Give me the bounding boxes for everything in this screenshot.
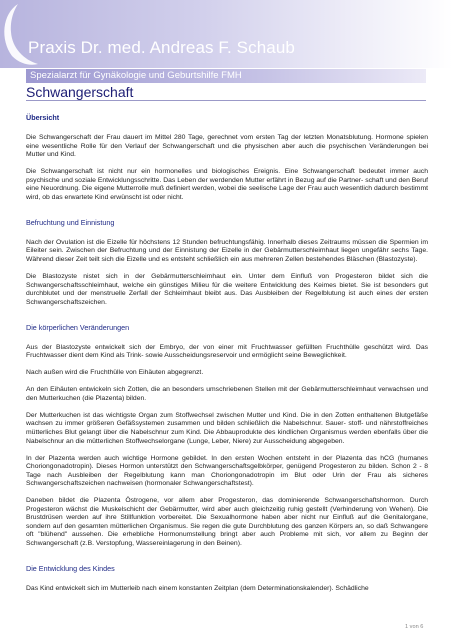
text-line: liegen ungefähr sechs Tage. Während dieser Zeit teilt sich die Eizelle und es entsteht schließlich ein aus mehreren — [26, 247, 428, 263]
text-line: auch psychische und soziale Entwicklungsschritte. Das Leben der werdenden Mutter erfährt in Bezug auf die Partner- — [26, 168, 428, 184]
paragraph — [26, 168, 428, 202]
text-line: (humanes Choriongonadotropin). Dieses Hormon unterstützt den Schwangerschaftsgelbkörper, genügend Progesteron — [26, 454, 428, 471]
text-line: Das Fruchtwasser dient dem Kind als Trink- sowie Ausscheidungsreservoir und ermöglicht seine Beweglichkeit. — [26, 343, 429, 360]
text-line: Die Schwangerschaft der Frau dauert im Mittel 280 Tage, gerechnet vom ersten Tag der letzten Monatsblutung. — [26, 134, 373, 141]
paragraph — [26, 386, 428, 403]
paragraph — [26, 497, 428, 548]
section-heading-veraenderungen: Die körperlichen Veränderungen — [26, 322, 130, 332]
text-line: stoff- und nährstoffreiches mütterliches Blut gelangt über die Nabelschnur zum Kind. Die Abbauprodukte des kindlichen — [26, 420, 428, 436]
text-line: Durch Progesteron wächst die Muskelschicht der Gebärmutter, wird aber auch gleichzeitig ruhig gestellt (Verhinderung — [26, 497, 429, 513]
text-line: besonders gut durchblutet und der menstruelle Zerfall der Schleimhaut bleibt aus. Das Ausbleiben der Regelblutung ist — [26, 281, 428, 298]
text-line: Die Schwangerschaft ist nicht nur ein hormonelles und biologisches Ereignis. Eine Schwangerschaft bedeutet immer — [26, 168, 409, 176]
text-line: Der Mutterkuchen ist das wichtigste Organ zum Stoffwechsel zwischen Mutter und Kind. Die in den Zotten enthaltenen — [26, 411, 393, 419]
text-line: verwachsen und den Mutterkuchen (die Plazenta) bilden. — [26, 386, 428, 402]
text-line: An den Eihäuten entwickeln sich Zotten, die an besonders umschriebenen Stellen mit der Gebärmutterschleimhaut — [26, 386, 376, 394]
section-heading-entwicklung: Die Entwicklung des Kindes — [26, 564, 115, 574]
page-header — [0, 0, 453, 100]
text-line: schaft und den Beruf eine Neuordnung. Die eigene Mutterrolle muß definiert werden, wobei die seelische Lage der Frau — [26, 176, 429, 193]
text-line: die Spermien im Eileiter sein. Zwischen der Befruchtung und der Einnistung der Eizelle in der Gebärmutterschleimhaut — [26, 238, 429, 255]
text-line: Das Kind entwickelt sich im Mutterleib nach einem konstanten Zeitplan (dem Determinationskalender). Schädliche — [26, 585, 369, 593]
text-line: Organismus werden ebenfalls über die Nabelschnur an die mütterlichen Stoffwechselorgane (Lunge, Leber, Niere) zur — [26, 428, 428, 445]
text-line: auch eines der ersten Schwangerschaftszeichen. — [26, 290, 428, 306]
text-line: Die Blastozyste nistet sich in der Gebärmutterschleimhaut ein. Unter dem Einfluß von Progesteron bildet sich die — [26, 272, 428, 280]
paragraph — [26, 412, 428, 446]
text-line: zu bilden. Schon 2 - 8 Tage nach Ausbleiben der Regelblutung kann man Choriongonadotropin im Blut oder Urin der — [26, 463, 429, 479]
paragraph — [26, 239, 428, 265]
text-line: auf die Genitalorgane, sondern auf den gesamten mütterlichen Organismus. Sie regen die gute Durchblutung des — [26, 514, 429, 530]
text-line: Frau als sicheres Schwangerschaftszeichen nachweisen (hormonaler Schwangerschaftstest). — [26, 471, 429, 488]
text-line: Nach der Ovulation ist die Eizelle für höchstens 12 Stunden befruchtungsfähig. Innerhalb dieses Zeitraums müssen — [26, 238, 377, 246]
section-heading-befruchtung: Befruchtung und Einnistung — [26, 217, 115, 227]
text-line: Daneben bildet die Plazenta Östrogene, vor allem aber Progesteron, das dominierende Schwangerschaftshormon. — [26, 497, 405, 505]
text-line: Nach außen wird die Fruchthülle von Eihäuten abgegrenzt. — [26, 369, 204, 377]
practice-title: Praxis Dr. med. Andreas F. Schaub — [28, 38, 295, 57]
text-line: psychischen Veränderungen bei Mutter und Kind. — [26, 142, 428, 159]
text-line: Probleme mit sich, vor allem zu Beginn der Schwangerschaft (z.B. Verstopfung, Wassereinlagerung in den Beinen). — [26, 531, 428, 547]
section-heading-uebersicht: Übersicht — [26, 113, 60, 122]
paragraph — [26, 344, 428, 361]
text-line: Zellen bestehendes Bläschen (Blastozyste). — [285, 255, 418, 263]
paragraph — [26, 369, 428, 378]
text-line: Schwangerschaftsschleimhaut, welche ein günstiges Milieu für die weitere Entwicklung des Keimes bietet. Sie ist — [26, 281, 381, 289]
paragraph — [26, 455, 428, 489]
page-title: Schwangerschaft — [26, 84, 134, 100]
text-line: Ausscheidung abgegeben. — [263, 437, 345, 445]
document-body — [26, 102, 428, 594]
text-line: Blutgefäße wachsen zu immer größeren Gefäßsystemen zusammen und bilden schließlich die Nabelschnur. Sauer- — [26, 411, 429, 428]
text-line: ganzen Körpers an, so daß Schwangere oft "blühend" aussehen. Die erhebliche Hormonumstellung bringt aber auch — [26, 522, 428, 539]
paragraph — [26, 134, 428, 160]
paragraph — [26, 273, 428, 307]
text-line: Hormone spielen eine wesentliche Rolle für den Verlauf der Schwangerschaft und die physischen aber auch die — [26, 134, 428, 150]
text-line: In der Plazenta werden auch wichtige Hormone gebildet. In den ersten Wochen entsteht in der Plazenta das hCG — [26, 454, 395, 462]
title-divider — [26, 100, 426, 101]
text-line: auch wesentlich dadurch bestimmt wird, ob das erwartete Kind erwünscht ist oder nicht. — [26, 185, 428, 201]
paragraph — [26, 585, 428, 594]
page-number: 1 von 6 — [405, 624, 424, 630]
text-line: von Wehen). Die Brustdrüsen werden auf ihre Stillfunktion vorbereitet. Die Sexualhormone haben aber nicht nur Einfluß — [26, 505, 429, 522]
text-line: Aus der Blastozyste entwickelt sich der Embryo, der von einer mit Fruchtwasser gefüllten Fruchthülle geschützt wird. — [26, 343, 412, 351]
specialty-subtitle: Spezialarzt für Gynäkologie und Geburtshilfe FMH — [30, 70, 242, 81]
